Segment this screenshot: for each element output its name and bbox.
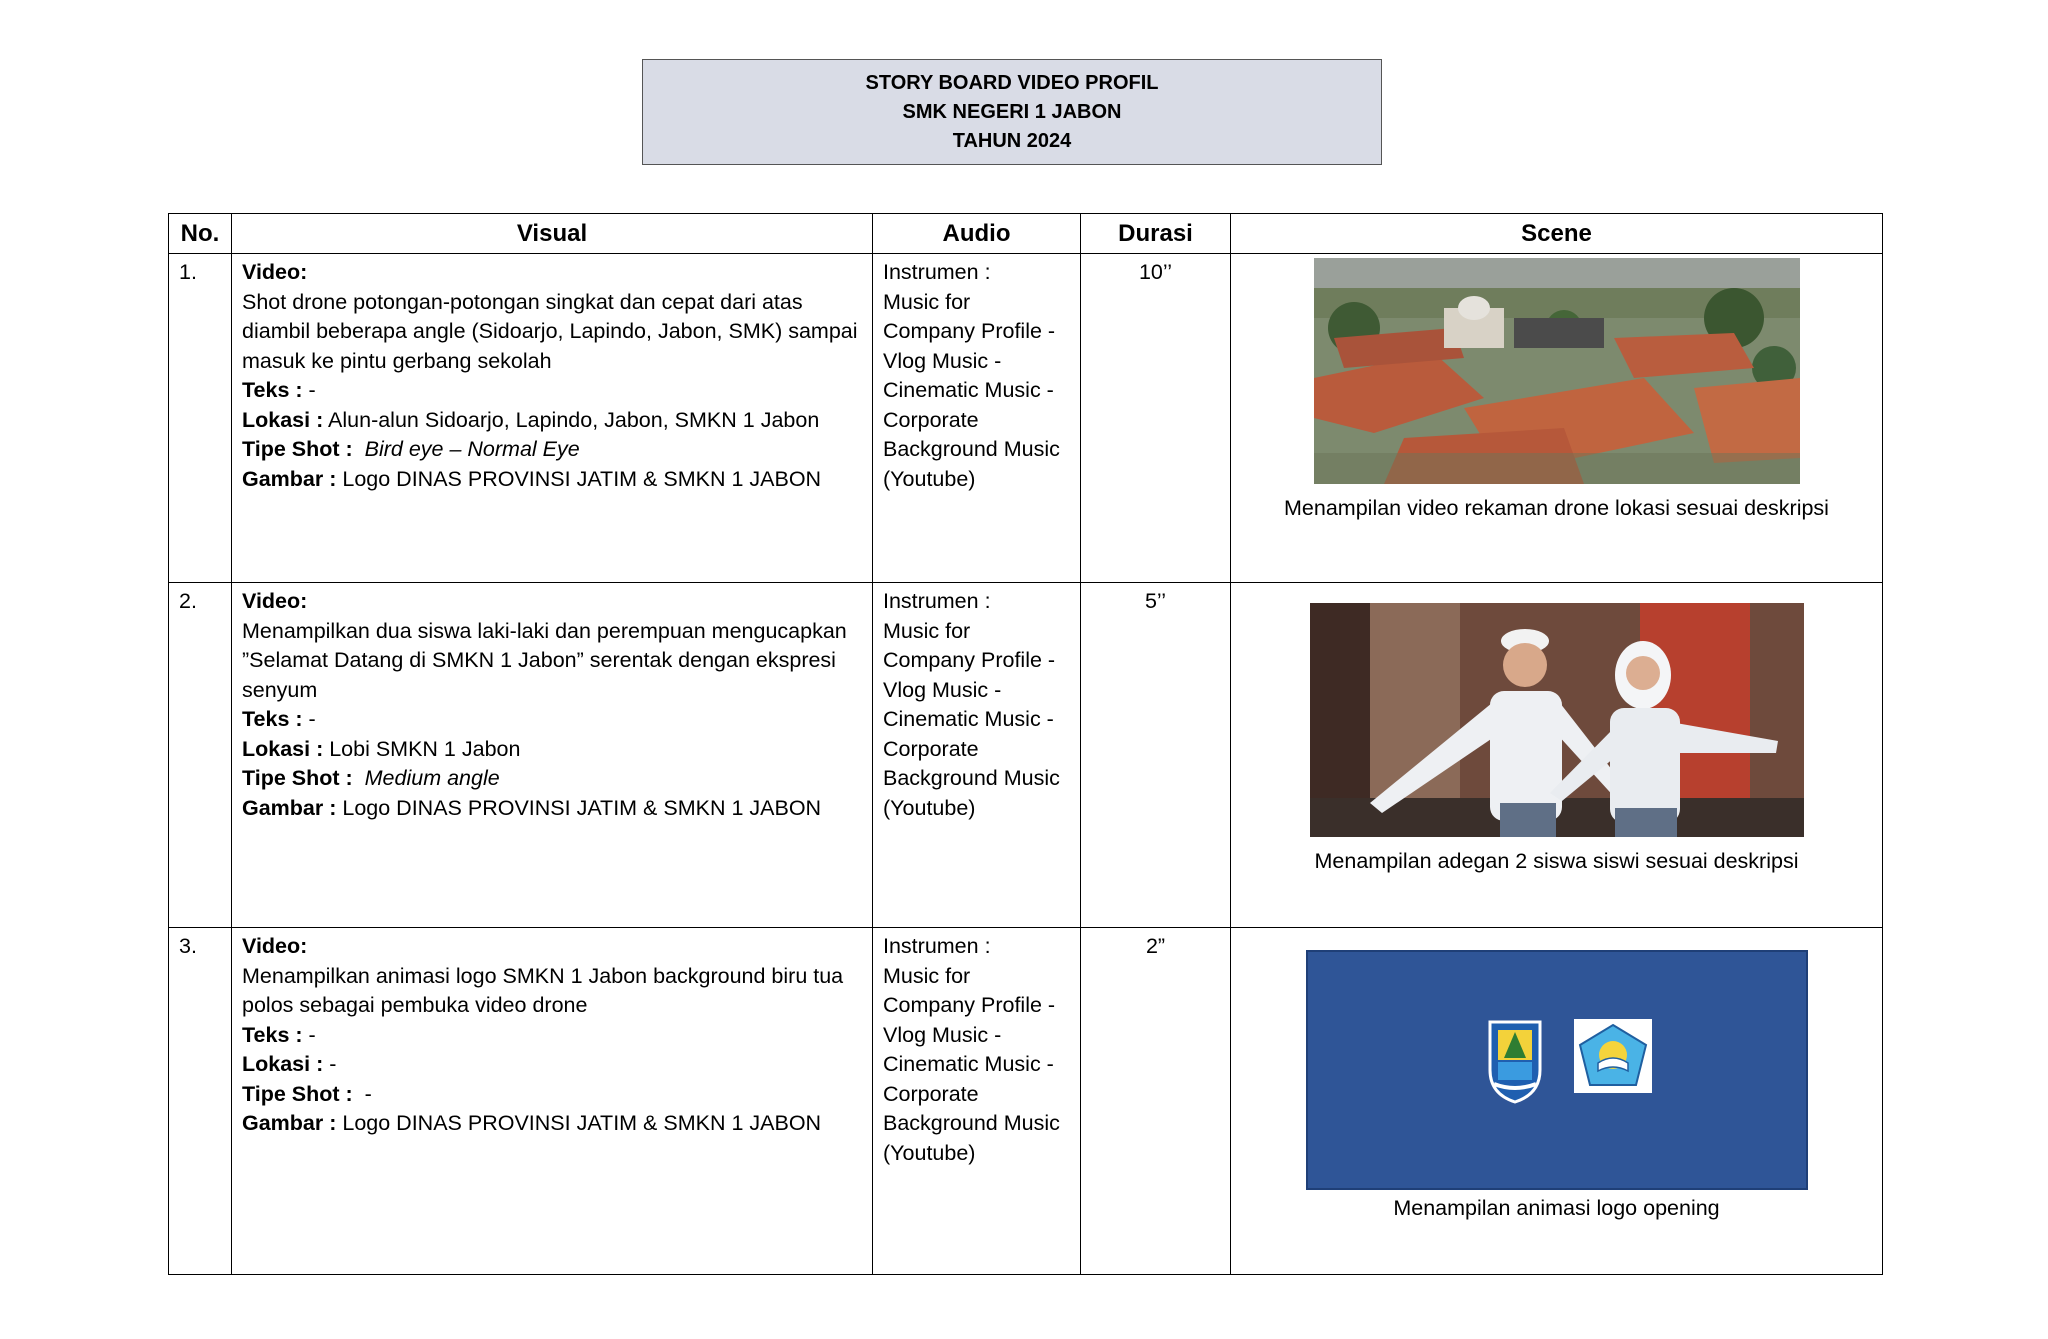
teks-line bbox=[242, 1021, 862, 1051]
tipe-shot-label: Tipe Shot : bbox=[242, 766, 353, 790]
gambar-line bbox=[242, 1109, 862, 1139]
audio-line: Corporate bbox=[883, 1081, 979, 1106]
row-number: 3. bbox=[169, 928, 232, 1275]
video-label: Video: bbox=[242, 260, 308, 284]
title-line-3: TAHUN 2024 bbox=[952, 129, 1072, 152]
scene-caption: Menampilan adegan 2 siswa siswi sesuai deskripsi bbox=[1314, 849, 1799, 873]
gambar-line bbox=[242, 794, 862, 824]
storyboard-title-box bbox=[642, 59, 1382, 165]
audio-cell bbox=[873, 928, 1081, 1275]
audio-line: Instrumen : bbox=[883, 260, 991, 284]
gambar-label: Gambar : bbox=[242, 1111, 337, 1135]
teks-line bbox=[242, 705, 862, 735]
audio-line: Vlog Music - bbox=[883, 1022, 1002, 1047]
audio-line: Company Profile - bbox=[883, 648, 1056, 672]
audio-line: Vlog Music - bbox=[883, 348, 1002, 373]
lokasi-label: Lokasi : bbox=[242, 1052, 324, 1076]
title-line-1: STORY BOARD VIDEO PROFIL bbox=[865, 71, 1159, 94]
visual-cell bbox=[232, 254, 873, 583]
audio-line: Background Music bbox=[883, 766, 1060, 790]
header-no: No. bbox=[169, 214, 232, 254]
audio-line: (Youtube) bbox=[883, 1140, 976, 1165]
lokasi-value: - bbox=[323, 1052, 337, 1076]
teks-value: - bbox=[302, 1022, 316, 1047]
gambar-label: Gambar : bbox=[242, 795, 337, 820]
storyboard-table bbox=[168, 213, 1883, 1275]
tipe-shot-line bbox=[242, 764, 862, 794]
audio-line: Music for bbox=[883, 289, 971, 314]
lokasi-line bbox=[242, 1050, 862, 1080]
video-description: Menampilkan animasi logo SMKN 1 Jabon background biru tua polos sebagai pembuka video drone bbox=[242, 963, 844, 1017]
audio-line: Instrumen : bbox=[883, 934, 991, 958]
audio-line: Background Music bbox=[883, 437, 1060, 461]
logo-animation-panel bbox=[1306, 950, 1808, 1190]
tipe-shot-value: Medium angle bbox=[352, 766, 500, 790]
audio-line: Corporate bbox=[883, 736, 979, 761]
gambar-line bbox=[242, 465, 862, 495]
lokasi-value: Lobi SMKN 1 Jabon bbox=[323, 736, 521, 761]
durasi-cell: 5’’ bbox=[1081, 583, 1231, 928]
video-label: Video: bbox=[242, 589, 308, 613]
scene-cell bbox=[1231, 928, 1883, 1275]
header-scene: Scene bbox=[1231, 214, 1883, 254]
teks-label: Teks : bbox=[242, 378, 303, 402]
table-row bbox=[169, 583, 1883, 928]
gambar-value: Logo DINAS PROVINSI JATIM & SMKN 1 JABON bbox=[336, 1111, 822, 1135]
gambar-value: Logo DINAS PROVINSI JATIM & SMKN 1 JABON bbox=[336, 795, 822, 820]
drone-aerial-photo bbox=[1314, 258, 1800, 484]
video-description: Shot drone potongan-potongan singkat dan cepat dari atas diambil beberapa angle (Sidoarjo, Lapindo, Jabon, SMK) sampai masuk ke pintu gerbang sekolah bbox=[242, 289, 858, 373]
tipe-shot-label: Tipe Shot : bbox=[242, 437, 353, 461]
audio-line: (Youtube) bbox=[883, 795, 976, 820]
scene-caption: Menampilan animasi logo opening bbox=[1393, 1196, 1720, 1220]
teks-value: - bbox=[302, 707, 316, 731]
tipe-shot-label: Tipe Shot : bbox=[242, 1081, 353, 1106]
scene-caption: Menampilan video rekaman drone lokasi sesuai deskripsi bbox=[1284, 496, 1829, 520]
audio-cell bbox=[873, 583, 1081, 928]
audio-line: Music for bbox=[883, 963, 971, 988]
lokasi-line bbox=[242, 406, 862, 436]
audio-line: (Youtube) bbox=[883, 466, 976, 491]
audio-line: Company Profile - bbox=[883, 993, 1056, 1017]
row-number: 2. bbox=[169, 583, 232, 928]
jatim-province-logo-icon bbox=[1486, 1018, 1544, 1104]
tipe-shot-line bbox=[242, 435, 862, 465]
scene-cell bbox=[1231, 254, 1883, 583]
durasi-cell: 10’’ bbox=[1081, 254, 1231, 583]
video-label: Video: bbox=[242, 934, 308, 958]
tipe-shot-value: - bbox=[352, 1081, 372, 1106]
visual-cell bbox=[232, 928, 873, 1275]
audio-line: Music for bbox=[883, 618, 971, 643]
lokasi-line bbox=[242, 735, 862, 765]
audio-line: Cinematic Music - bbox=[883, 1052, 1054, 1076]
audio-line: Corporate bbox=[883, 407, 979, 432]
teks-line bbox=[242, 376, 862, 406]
lokasi-label: Lokasi : bbox=[242, 407, 324, 432]
audio-line: Cinematic Music - bbox=[883, 707, 1054, 731]
audio-line: Background Music bbox=[883, 1111, 1060, 1135]
students-photo bbox=[1310, 603, 1804, 837]
table-row bbox=[169, 254, 1883, 583]
title-line-2: SMK NEGERI 1 JABON bbox=[902, 100, 1122, 123]
tipe-shot-line bbox=[242, 1080, 862, 1110]
header-durasi: Durasi bbox=[1081, 214, 1231, 254]
tipe-shot-value: Bird eye – Normal Eye bbox=[352, 437, 580, 461]
audio-line: Instrumen : bbox=[883, 589, 991, 613]
header-visual: Visual bbox=[232, 214, 873, 254]
video-description: Menampilkan dua siswa laki-laki dan perempuan mengucapkan ”Selamat Datang di SMKN 1 Jabon” serentak dengan ekspresi senyum bbox=[242, 618, 847, 702]
header-audio: Audio bbox=[873, 214, 1081, 254]
audio-line: Company Profile - bbox=[883, 319, 1056, 343]
audio-line: Cinematic Music - bbox=[883, 378, 1054, 402]
teks-label: Teks : bbox=[242, 1022, 303, 1047]
gambar-label: Gambar : bbox=[242, 466, 337, 491]
lokasi-label: Lokasi : bbox=[242, 736, 324, 761]
lokasi-value: Alun-alun Sidoarjo, Lapindo, Jabon, SMKN 1 Jabon bbox=[323, 407, 820, 432]
smkn1-jabon-logo-icon bbox=[1574, 1019, 1652, 1093]
teks-value: - bbox=[302, 378, 316, 402]
scene-cell bbox=[1231, 583, 1883, 928]
visual-cell bbox=[232, 583, 873, 928]
audio-cell bbox=[873, 254, 1081, 583]
teks-label: Teks : bbox=[242, 707, 303, 731]
header-row bbox=[169, 214, 1883, 254]
audio-line: Vlog Music - bbox=[883, 677, 1002, 702]
row-number: 1. bbox=[169, 254, 232, 583]
table-row bbox=[169, 928, 1883, 1275]
durasi-cell: 2” bbox=[1081, 928, 1231, 1275]
gambar-value: Logo DINAS PROVINSI JATIM & SMKN 1 JABON bbox=[336, 466, 822, 491]
